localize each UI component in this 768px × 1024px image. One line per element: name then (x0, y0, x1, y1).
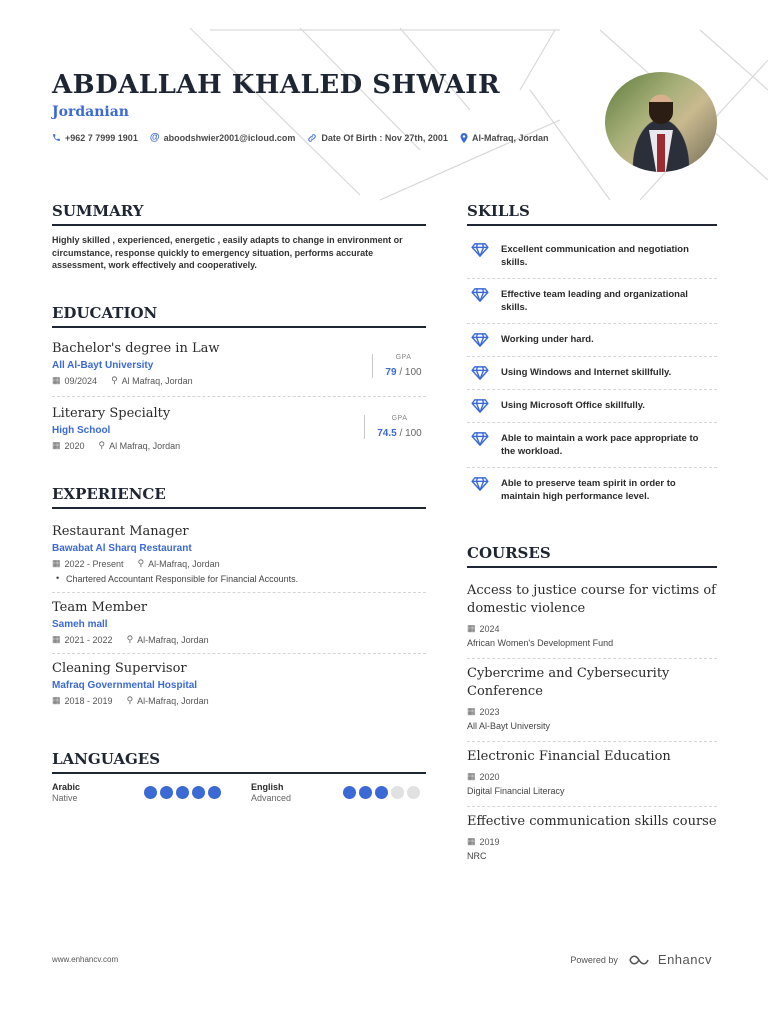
calendar-icon: ▦ (52, 440, 61, 450)
company-name: Sameh mall (52, 619, 108, 630)
language-name: English (251, 782, 284, 792)
education-location: Al Mafraq, Jordan (121, 375, 193, 386)
gpa-box (372, 354, 426, 378)
phone-icon (52, 133, 61, 142)
course-date-row (467, 706, 717, 717)
education-date: 2020 (64, 440, 85, 451)
calendar-icon: ▦ (467, 706, 476, 716)
course-date-row (467, 771, 717, 782)
skill-text: Excellent communication and negotiation skills. (501, 244, 689, 268)
education-meta (52, 440, 426, 451)
courses-section (467, 544, 717, 871)
location-pin-icon: ⚲ (111, 375, 118, 385)
calendar-icon: ▦ (52, 558, 61, 568)
experience-date: 2018 - 2019 (64, 695, 113, 706)
skill-text: Working under hard. (501, 334, 594, 345)
footer-url[interactable]: www.enhancv.com (52, 955, 119, 964)
skill-text: Using Windows and Internet skillfully. (501, 367, 672, 378)
calendar-icon: ▦ (52, 634, 61, 644)
skill-item (467, 423, 717, 468)
location-pin-icon: ⚲ (98, 440, 106, 450)
proficiency-dot (208, 786, 221, 799)
contact-info (52, 132, 612, 143)
skill-item (467, 357, 717, 390)
enhancv-logo-icon (628, 954, 652, 966)
calendar-icon: ▦ (467, 771, 476, 781)
location-pin-icon: ⚲ (126, 634, 134, 644)
course-title: Effective communication skills course (467, 814, 717, 829)
diamond-icon (471, 399, 489, 413)
language-proficiency-dots (343, 786, 420, 799)
proficiency-dot (176, 786, 189, 799)
experience-location: Al-Mafraq, Jordan (148, 558, 220, 569)
education-date: 09/2024 (64, 375, 98, 386)
summary-text: Highly skilled , experienced, energetic , easily adapts to change in environment or circumstance, response quickly to emergency situation, performs accurate assessment, work effectively and cooperatively. (52, 235, 403, 270)
contact-email[interactable] (150, 132, 296, 143)
education-item (52, 396, 426, 457)
languages-title: LANGUAGES (52, 750, 426, 774)
degree-title: Bachelor's degree in Law (52, 341, 220, 356)
courses-title: COURSES (467, 544, 717, 568)
birth-text: Date Of Birth : Nov 27th, 2001 (321, 132, 448, 143)
proficiency-dot (160, 786, 173, 799)
summary-section (52, 202, 426, 272)
skills-section (467, 202, 717, 512)
course-date: 2020 (479, 771, 500, 782)
calendar-icon: ▦ (467, 623, 476, 633)
location-pin-icon (460, 133, 468, 143)
powered-by (570, 952, 712, 967)
experience-meta (52, 634, 426, 645)
experience-location: Al-Mafraq, Jordan (137, 695, 209, 706)
skill-item (467, 468, 717, 512)
course-date-row (467, 623, 717, 634)
page-footer (52, 952, 712, 967)
diamond-icon (471, 477, 489, 491)
experience-date: 2022 - Present (64, 558, 124, 569)
skill-text: Able to maintain a work pace appropriate to the workload. (501, 433, 699, 457)
education-item (52, 336, 426, 392)
course-date: 2024 (479, 623, 500, 634)
gpa-label: GPA (391, 415, 408, 422)
experience-meta (52, 695, 426, 706)
company-name: Bawabat Al Sharq Restaurant (52, 543, 192, 554)
course-item (467, 741, 717, 806)
course-title: Electronic Financial Education (467, 749, 671, 764)
role-title: Team Member (52, 600, 148, 615)
skill-item (467, 324, 717, 357)
language-level: Advanced (251, 793, 292, 803)
experience-title: EXPERIENCE (52, 485, 426, 509)
resume-header (52, 68, 612, 143)
contact-phone[interactable] (52, 132, 138, 143)
skills-list (467, 234, 717, 512)
profile-photo (605, 72, 717, 172)
experience-item (52, 653, 426, 714)
skill-item (467, 390, 717, 423)
candidate-nationality: Jordanian (52, 104, 129, 120)
location-pin-icon: ⚲ (126, 695, 134, 705)
phone-text: +962 7 7999 1901 (65, 132, 138, 143)
course-org: Digital Financial Literacy (467, 786, 565, 796)
role-title: Restaurant Manager (52, 524, 189, 539)
link-icon (307, 133, 317, 143)
location-text: Al-Mafraq, Jordan (471, 132, 549, 143)
experience-meta (52, 558, 426, 569)
language-name: Arabic (52, 782, 81, 792)
powered-by-label: Powered by (570, 954, 618, 965)
languages-section (52, 750, 426, 803)
experience-bullet: • Chartered Accountant Responsible for Financial Accounts. (52, 574, 426, 584)
proficiency-dot (391, 786, 404, 799)
course-date: 2019 (479, 836, 500, 847)
language-item (251, 782, 343, 803)
education-location: Al Mafraq, Jordan (109, 440, 181, 451)
diamond-icon (471, 288, 489, 302)
skill-text: Using Microsoft Office skillfully. (501, 400, 645, 411)
skill-item (467, 279, 717, 324)
proficiency-dot (407, 786, 420, 799)
diamond-icon (471, 243, 489, 257)
proficiency-dot (359, 786, 372, 799)
course-org: African Women's Development Fund (467, 638, 614, 648)
experience-section (52, 485, 426, 714)
course-date: 2023 (479, 706, 500, 717)
language-level: Native (52, 793, 78, 803)
contact-location (460, 132, 549, 143)
school-name: All Al-Bayt University (52, 360, 154, 371)
education-title: EDUCATION (52, 304, 426, 328)
course-org: NRC (467, 851, 487, 861)
gpa-value: 74.5 / 100 (377, 428, 422, 439)
diamond-icon (471, 333, 489, 347)
proficiency-dot (144, 786, 157, 799)
summary-title: SUMMARY (52, 202, 426, 226)
role-title: Cleaning Supervisor (52, 661, 187, 676)
diamond-icon (471, 366, 489, 380)
education-section (52, 304, 426, 457)
degree-title: Literary Specialty (52, 406, 171, 421)
skill-text: Effective team leading and organizational skills. (501, 289, 688, 313)
experience-item (52, 517, 426, 592)
gpa-label: GPA (395, 354, 412, 361)
skills-title: SKILLS (467, 202, 717, 226)
brand-name: Enhancv (657, 952, 712, 967)
course-title: Access to justice course for victims of domestic violence (467, 583, 716, 616)
language-proficiency-dots (144, 786, 221, 799)
email-text: aboodshwier2001@icloud.com (163, 132, 296, 143)
course-item (467, 658, 717, 741)
experience-location: Al-Mafraq, Jordan (137, 634, 209, 645)
skill-text: Able to preserve team spirit in order to maintain high performance level. (501, 478, 676, 502)
calendar-icon: ▦ (52, 695, 61, 705)
calendar-icon: ▦ (467, 836, 476, 846)
at-icon: @ (149, 132, 160, 143)
diamond-icon (471, 432, 489, 446)
company-name: Mafraq Governmental Hospital (52, 680, 198, 691)
proficiency-dot (375, 786, 388, 799)
gpa-value: 79 / 100 (385, 367, 422, 378)
skill-item (467, 234, 717, 279)
course-title: Cybercrime and Cybersecurity Conference (467, 666, 670, 699)
language-item (52, 782, 144, 803)
course-date-row (467, 836, 717, 847)
candidate-name: ABDALLAH KHALED SHWAIR (52, 70, 501, 100)
proficiency-dot (343, 786, 356, 799)
location-pin-icon: ⚲ (137, 558, 145, 568)
experience-item (52, 592, 426, 653)
school-name: High School (52, 425, 111, 436)
contact-birth (307, 132, 448, 143)
brand-logo[interactable] (628, 952, 712, 967)
calendar-icon: ▦ (52, 375, 61, 385)
languages-row (52, 782, 426, 803)
course-item (467, 576, 717, 658)
education-meta (52, 375, 426, 386)
gpa-box (364, 415, 426, 439)
proficiency-dot (192, 786, 205, 799)
experience-date: 2021 - 2022 (64, 634, 113, 645)
course-item (467, 806, 717, 871)
course-org: All Al-Bayt University (467, 721, 551, 731)
